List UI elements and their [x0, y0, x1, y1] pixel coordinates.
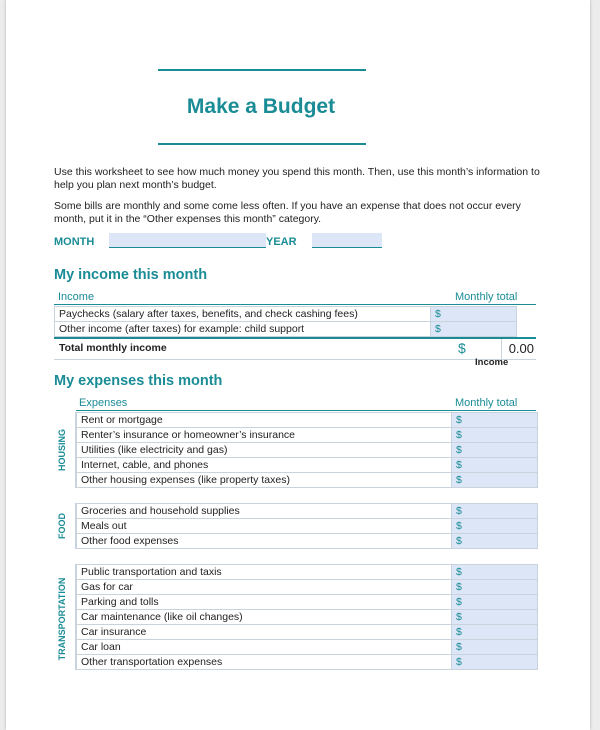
table-row: [77, 534, 538, 549]
food-category-label: FOOD: [57, 513, 67, 539]
month-label: MONTH: [54, 236, 95, 248]
table-row: [77, 443, 538, 458]
income-monthly-total-header: Monthly total: [455, 291, 518, 303]
expense-amount-field[interactable]: $: [452, 655, 538, 670]
table-row: [77, 504, 538, 519]
expense-amount-field[interactable]: $: [452, 458, 538, 473]
title-top-rule: [158, 69, 366, 71]
expense-row-label: Other housing expenses (like property taxes): [77, 473, 452, 488]
table-row: [77, 413, 538, 428]
expense-row-label: Utilities (like electricity and gas): [77, 443, 452, 458]
expense-amount-field[interactable]: $: [452, 428, 538, 443]
expense-amount-field[interactable]: $: [452, 565, 538, 580]
expense-row-label: Renter’s insurance or homeowner’s insurance: [77, 428, 452, 443]
expense-amount-field[interactable]: $: [452, 580, 538, 595]
expense-row-label: Parking and tolls: [77, 595, 452, 610]
expense-row-label: Internet, cable, and phones: [77, 458, 452, 473]
expense-amount-field[interactable]: $: [452, 504, 538, 519]
table-row: [55, 307, 517, 322]
table-row: [77, 610, 538, 625]
total-income-currency: $: [458, 340, 466, 356]
table-row: [77, 473, 538, 488]
expense-row-label: Other food expenses: [77, 534, 452, 549]
food-table: [76, 503, 538, 549]
table-row: [55, 322, 517, 337]
total-income-value: 0.00: [508, 341, 534, 356]
table-row: [77, 655, 538, 670]
income-header-rule: [54, 304, 536, 305]
table-row: [77, 595, 538, 610]
table-row: [77, 519, 538, 534]
expense-row-label: Meals out: [77, 519, 452, 534]
expense-row-label: Car loan: [77, 640, 452, 655]
page-title: Make a Budget: [186, 95, 336, 118]
income-row-label: Paychecks (salary after taxes, benefits, and check cashing fees): [55, 307, 431, 322]
housing-category-label: HOUSING: [57, 429, 67, 472]
year-label: YEAR: [266, 236, 297, 248]
expense-row-label: Other transportation expenses: [77, 655, 452, 670]
income-amount-field[interactable]: $: [431, 322, 517, 337]
expense-amount-field[interactable]: $: [452, 519, 538, 534]
expense-row-label: Gas for car: [77, 580, 452, 595]
expense-amount-field[interactable]: $: [452, 610, 538, 625]
housing-table: [76, 412, 538, 488]
expenses-monthly-total-header: Monthly total: [455, 397, 518, 409]
table-row: [77, 428, 538, 443]
expense-amount-field[interactable]: $: [452, 640, 538, 655]
table-row: [77, 640, 538, 655]
income-column-header: Income: [58, 291, 95, 303]
table-row: [77, 565, 538, 580]
month-field[interactable]: [109, 233, 266, 248]
expenses-column-header: Expenses: [79, 397, 128, 409]
expense-row-label: Public transportation and taxis: [77, 565, 452, 580]
total-income-row: [54, 337, 536, 360]
table-row: [77, 458, 538, 473]
document-page: [6, 0, 590, 730]
expense-row-label: Car insurance: [77, 625, 452, 640]
title-bottom-rule: [158, 143, 366, 145]
expense-amount-field[interactable]: $: [452, 534, 538, 549]
expense-amount-field[interactable]: $: [452, 595, 538, 610]
income-caption: Income: [475, 357, 509, 368]
income-amount-field[interactable]: $: [431, 307, 517, 322]
expense-row-label: Rent or mortgage: [77, 413, 452, 428]
income-table: [54, 306, 517, 337]
transportation-table: [76, 564, 538, 670]
expense-amount-field[interactable]: $: [452, 473, 538, 488]
expense-amount-field[interactable]: $: [452, 413, 538, 428]
income-row-label: Other income (after taxes) for example: child support: [55, 322, 431, 337]
intro-paragraph-1: Use this worksheet to see how much money you spend this month. Then, use this month’s information to help you plan next month’s budget.: [54, 166, 540, 191]
expenses-header-rule: [76, 410, 536, 411]
table-row: [77, 625, 538, 640]
expense-amount-field[interactable]: $: [452, 443, 538, 458]
total-income-label: Total monthly income: [59, 342, 167, 354]
expenses-heading: My expenses this month: [54, 373, 223, 389]
total-divider: [501, 339, 502, 359]
transportation-category-label: TRANSPORTATION: [57, 577, 67, 661]
table-row: [77, 580, 538, 595]
intro-paragraph-2: Some bills are monthly and some come less often. If you have an expense that does not occur every month, put it in the “Other expenses this month” category.: [54, 200, 521, 225]
income-heading: My income this month: [54, 267, 208, 283]
expense-row-label: Groceries and household supplies: [77, 504, 452, 519]
expense-row-label: Car maintenance (like oil changes): [77, 610, 452, 625]
expense-amount-field[interactable]: $: [452, 625, 538, 640]
year-field[interactable]: [312, 233, 382, 248]
